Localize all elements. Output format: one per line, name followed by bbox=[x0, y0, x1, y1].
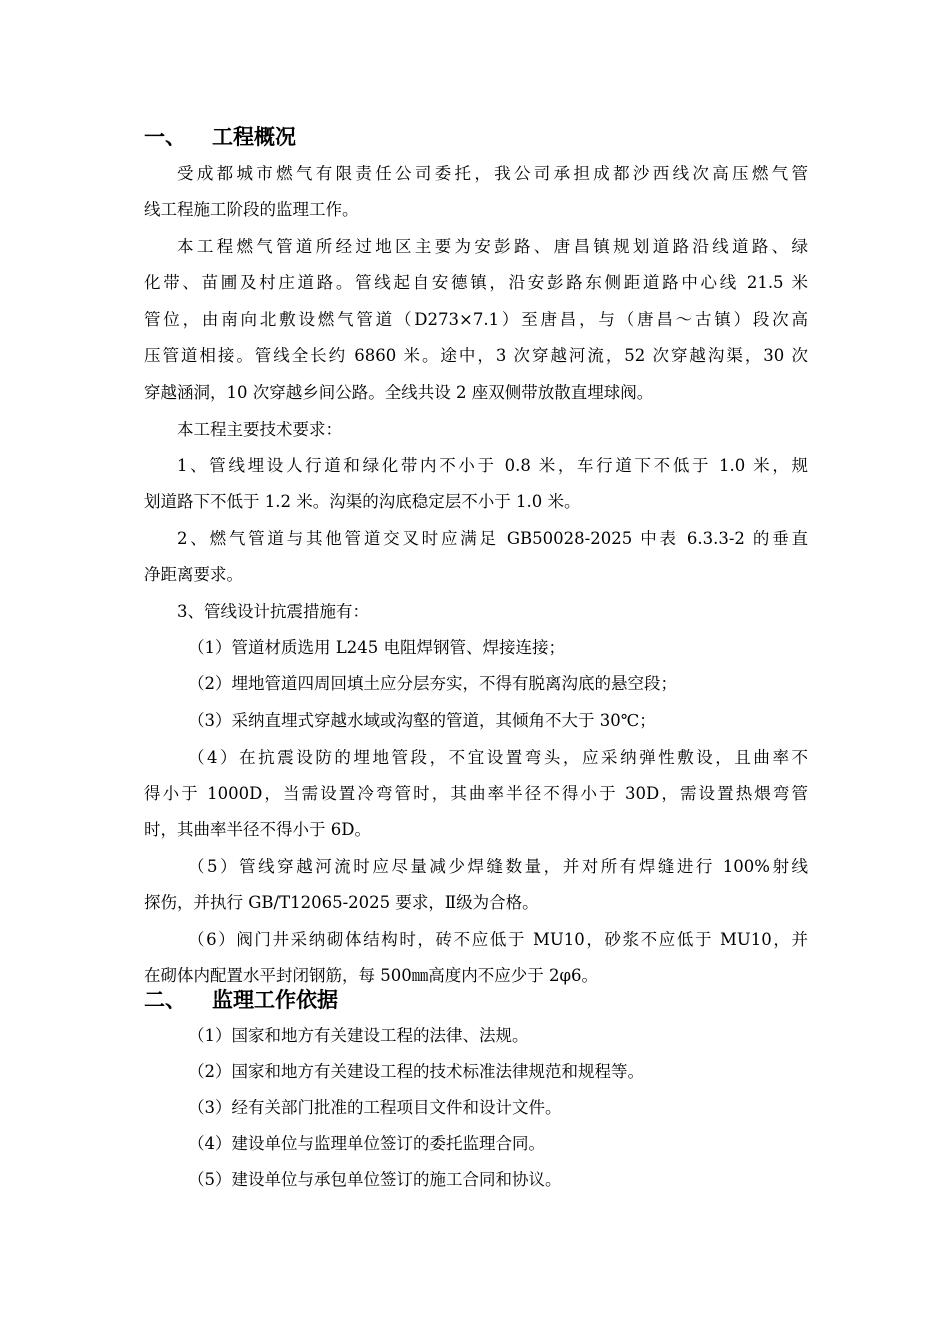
body-line: 本工程主要技术要求： bbox=[177, 420, 342, 439]
list-item: （5）管线穿越河流时应尽量减少焊缝数量，并对所有焊缝进行 100%射线 bbox=[188, 857, 808, 876]
list-item: （3）采纳直埋式穿越水域或沟壑的管道，其倾角不大于 30℃； bbox=[188, 711, 656, 730]
list-item: （4）在抗震设防的埋地管段，不宜设置弯头，应采纳弹性敷设，且曲率不 bbox=[188, 748, 808, 767]
body-line: 在砌体内配置水平封闭钢筋，每 500㎜高度内不应少于 2φ6。 bbox=[144, 966, 599, 985]
section-heading-2 bbox=[144, 985, 338, 1015]
body-line: 探伤，并执行 GB/T12065-2025 要求，Ⅱ级为合格。 bbox=[144, 893, 539, 912]
body-line: 时，其曲率半径不得小于 6D。 bbox=[144, 820, 371, 839]
body-line: 3、管线设计抗震措施有： bbox=[177, 602, 369, 621]
body-line: 管位，由南向北敷设燃气管道（D273×7.1）至唐昌，与（唐昌～古镇）段次高 bbox=[144, 310, 808, 329]
list-item: （6）阀门井采纳砌体结构时，砖不应低于 MU10，砂浆不应低于 MU10，并 bbox=[188, 930, 808, 949]
list-item: （2）埋地管道四周回填土应分层夯实，不得有脱离沟底的悬空段； bbox=[188, 674, 677, 693]
section-title: 监理工作依据 bbox=[212, 988, 338, 1012]
body-line: 穿越涵洞，10 次穿越乡间公路。全线共设 2 座双侧带放散直埋球阀。 bbox=[144, 383, 654, 402]
body-line: 划道路下不低于 1.2 米。沟渠的沟底稳定层不小于 1.0 米。 bbox=[144, 492, 581, 511]
section-title: 工程概况 bbox=[212, 125, 296, 149]
body-line: 本工程燃气管道所经过地区主要为安彭路、唐昌镇规划道路沿线道路、绿 bbox=[177, 237, 808, 256]
section-number: 一、 bbox=[144, 125, 186, 149]
section-heading-1 bbox=[144, 122, 296, 152]
body-line: 得小于 1000D，当需设置冷弯管时，其曲率半径不得小于 30D，需设置热煨弯管 bbox=[144, 784, 808, 803]
body-line: 线工程施工阶段的监理工作。 bbox=[144, 200, 359, 219]
list-item: （1）国家和地方有关建设工程的法律、法规。 bbox=[188, 1026, 529, 1045]
body-line: 受成都城市燃气有限责任公司委托，我公司承担成都沙西线次高压燃气管 bbox=[177, 164, 808, 183]
list-item: （3）经有关部门批准的工程项目文件和设计文件。 bbox=[188, 1098, 562, 1117]
body-line: 净距离要求。 bbox=[144, 565, 243, 584]
section-number: 二、 bbox=[144, 988, 186, 1012]
list-item: （4）建设单位与监理单位签订的委托监理合同。 bbox=[188, 1134, 545, 1153]
list-item: （5）建设单位与承包单位签订的施工合同和协议。 bbox=[188, 1170, 562, 1189]
body-line: 1、管线埋设人行道和绿化带内不小于 0.8 米，车行道下不低于 1.0 米，规 bbox=[177, 456, 808, 475]
body-line: 压管道相接。管线全长约 6860 米。途中，3 次穿越河流，52 次穿越沟渠，30 次 bbox=[144, 346, 808, 365]
list-item: （1）管道材质选用 L245 电阻焊钢管、焊接连接； bbox=[188, 638, 565, 657]
body-line: 化带、苗圃及村庄道路。管线起自安德镇，沿安彭路东侧距道路中心线 21.5 米 bbox=[144, 273, 808, 292]
list-item: （2）国家和地方有关建设工程的技术标准法律规范和规程等。 bbox=[188, 1062, 644, 1081]
body-line: 2、燃气管道与其他管道交叉时应满足 GB50028-2025 中表 6.3.3-2 的垂直 bbox=[177, 529, 808, 548]
